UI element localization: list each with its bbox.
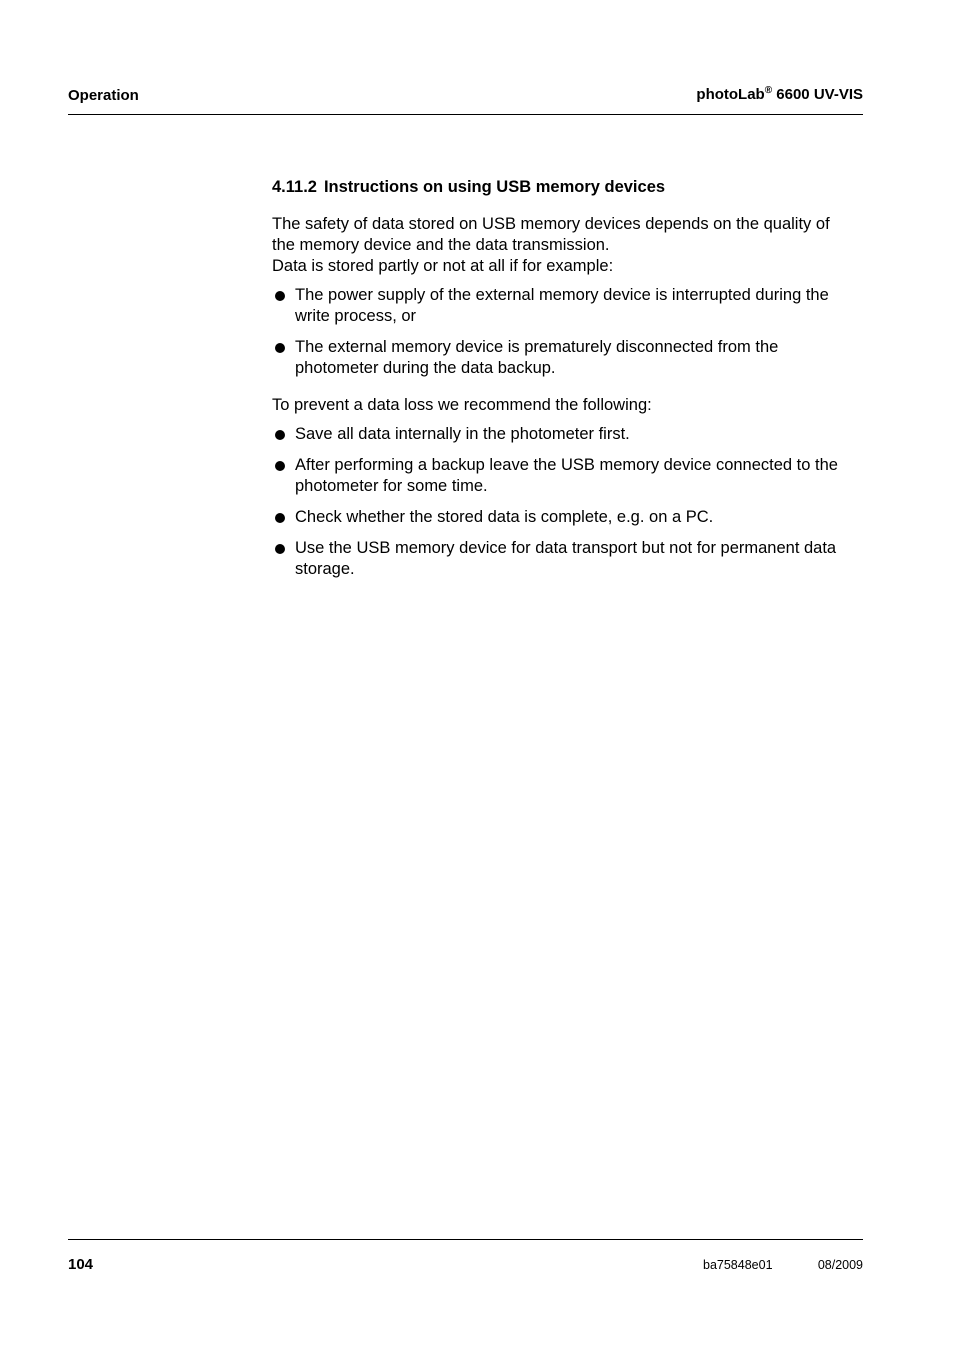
page-number: 104 — [68, 1256, 94, 1273]
product-name: photoLab — [696, 86, 765, 103]
list-item — [272, 285, 864, 327]
bullet-icon — [275, 461, 285, 471]
bullet-icon — [275, 343, 285, 353]
bullet-icon — [275, 430, 285, 440]
data-loss-causes-list — [272, 285, 864, 379]
list-item — [272, 507, 864, 528]
recommendation-intro: To prevent a data loss we recommend the following: — [272, 396, 652, 414]
list-item-line: Check whether the stored data is complete, e.g. on a PC. — [295, 508, 714, 526]
running-header-section: Operation — [68, 87, 139, 104]
product-model: 6600 UV-VIS — [772, 86, 863, 103]
intro-line: Data is stored partly or not at all if for example: — [272, 257, 614, 275]
bullet-icon — [275, 513, 285, 523]
list-item-line: photometer during the data backup. — [295, 359, 556, 377]
list-item — [272, 337, 864, 379]
list-item-line: write process, or — [295, 307, 417, 325]
list-item-line: Save all data internally in the photometer first. — [295, 425, 630, 443]
intro-paragraph — [272, 214, 864, 277]
list-item-line: After performing a backup leave the USB memory device connected to the — [295, 456, 838, 474]
page-content — [272, 177, 864, 590]
section-title: Instructions on using USB memory devices — [323, 178, 666, 196]
bullet-icon — [275, 291, 285, 301]
intro-line: The safety of data stored on USB memory devices depends on the quality of — [272, 215, 830, 233]
running-header-product — [696, 85, 863, 105]
list-item-line: photometer for some time. — [295, 477, 488, 495]
document-id: ba75848e01 — [703, 1258, 773, 1272]
recommendations-list — [272, 424, 864, 580]
section-heading — [272, 177, 864, 197]
registered-mark: ® — [764, 85, 773, 96]
list-item-line: storage. — [295, 560, 355, 578]
list-item — [272, 424, 864, 445]
header-rule — [68, 114, 863, 115]
footer-rule — [68, 1239, 863, 1240]
bullet-icon — [275, 544, 285, 554]
list-item — [272, 455, 864, 497]
list-item-line: The external memory device is prematurely disconnected from the — [295, 338, 779, 356]
list-item-line: The power supply of the external memory device is interrupted during the — [295, 286, 829, 304]
section-number: 4.11.2 — [272, 178, 317, 196]
document-date: 08/2009 — [817, 1258, 863, 1272]
list-item-line: Use the USB memory device for data transport but not for permanent data — [295, 539, 837, 557]
intro-line: the memory device and the data transmission. — [272, 236, 610, 254]
list-item — [272, 538, 864, 580]
